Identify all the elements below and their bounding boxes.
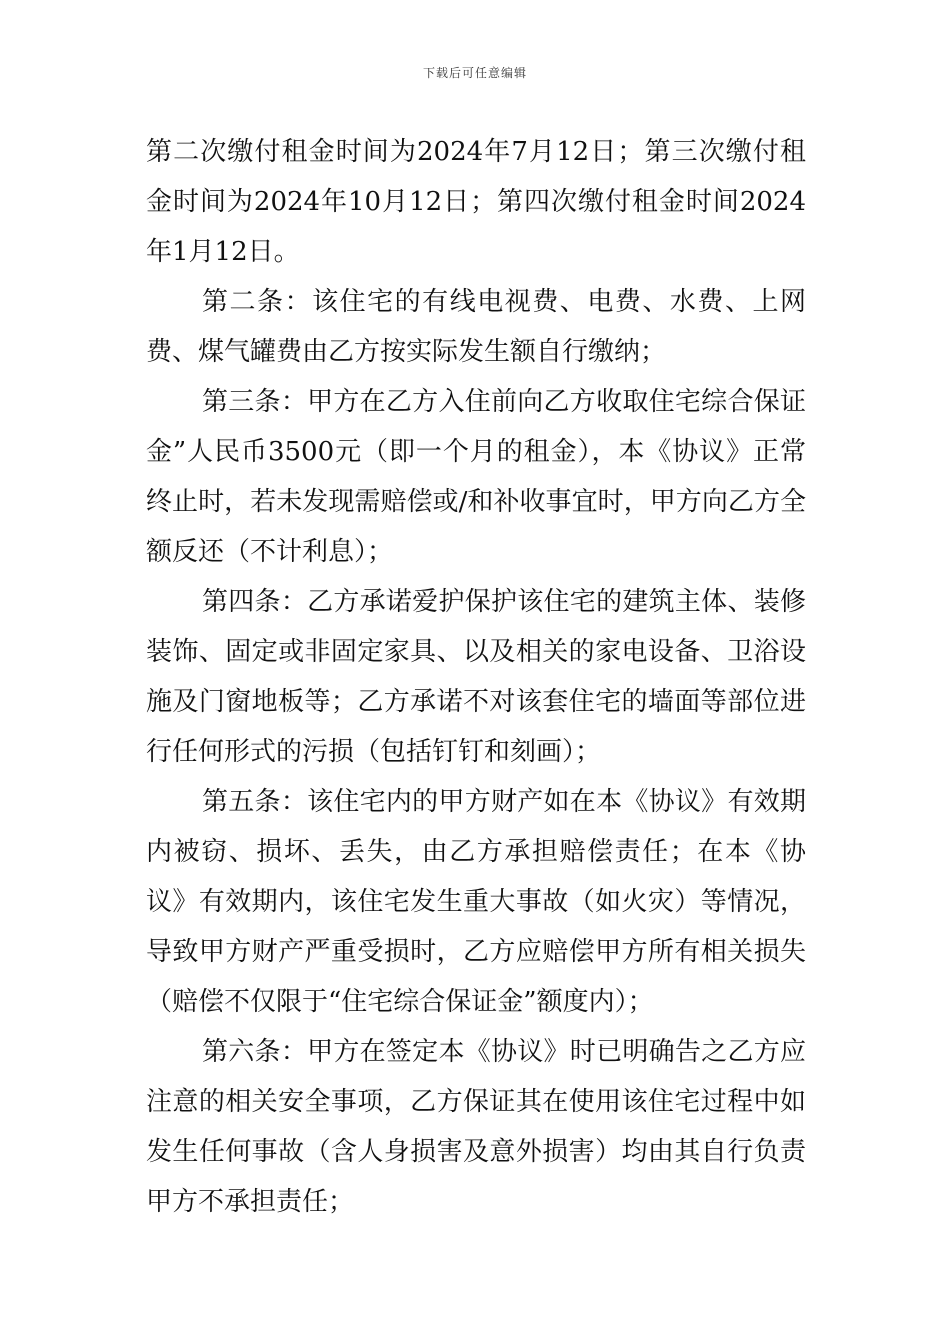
paragraph-article-2: 第二条：该住宅的有线电视费、电费、水费、上网费、煤气罐费由乙方按实际发生额自行缴纳； bbox=[146, 287, 806, 367]
paragraph-article-3: 第三条：甲方在乙方入住前向乙方收取住宅综合保证金”人民币3500元（即一个月的租金），本《协议》正常终止时，若未发现需赔偿或/和补收事宜时，甲方向乙方全额反还（不计利息）； bbox=[146, 387, 806, 567]
page-header: 下载后可任意编辑 bbox=[422, 66, 527, 80]
document-body bbox=[146, 127, 806, 1227]
paragraph-continuation: 第二次缴付租金时间为2024年7月12日；第三次缴付租金时间为2024年10月12日；第四次缴付租金时间2024年1月12日。 bbox=[146, 137, 806, 267]
paragraph-article-5: 第五条：该住宅内的甲方财产如在本《协议》有效期内被窃、损坏、丢失，由乙方承担赔偿责任；在本《协议》有效期内，该住宅发生重大事故（如火灾）等情况，导致甲方财产严重受损时，乙方应赔偿甲方所有相关损失（赔偿不仅限于“住宅综合保证金”额度内）； bbox=[146, 787, 806, 1017]
paragraph-article-6: 第六条：甲方在签定本《协议》时已明确告之乙方应注意的相关安全事项，乙方保证其在使用该住宅过程中如发生任何事故（含人身损害及意外损害）均由其自行负责甲方不承担责任； bbox=[146, 1037, 806, 1217]
paragraph-article-4: 第四条：乙方承诺爱护保护该住宅的建筑主体、装修装饰、固定或非固定家具、以及相关的家电设备、卫浴设施及门窗地板等；乙方承诺不对该套住宅的墙面等部位进行任何形式的污损（包括钉钉和刻画）； bbox=[146, 587, 806, 767]
